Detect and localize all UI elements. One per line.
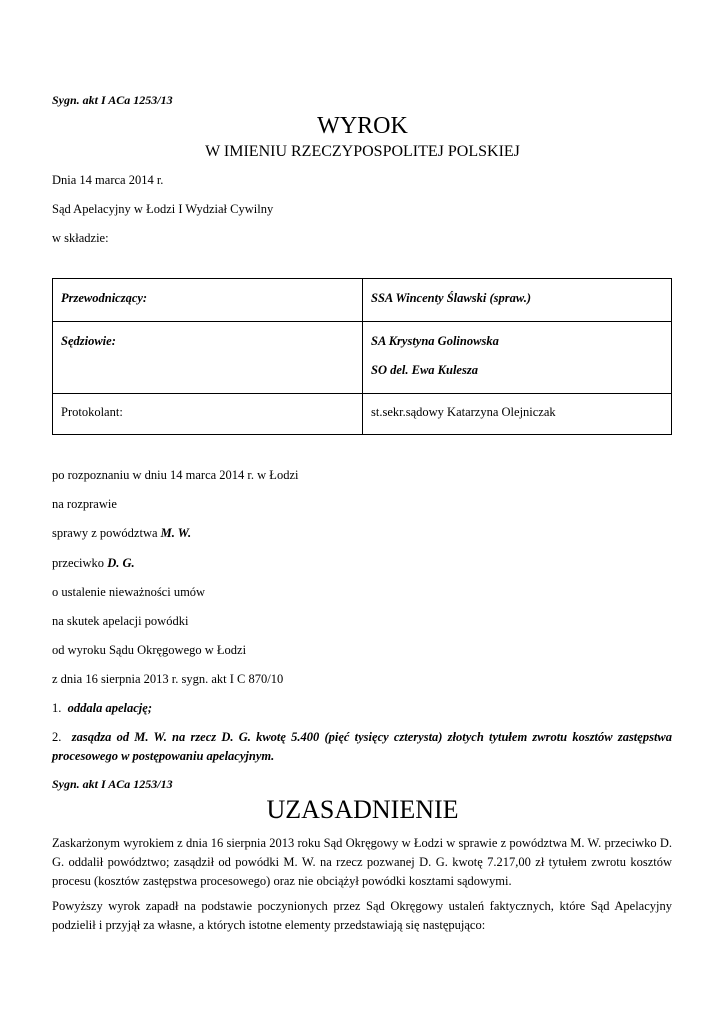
judgment-subtitle: W IMIENIU RZECZYPOSPOLITEJ POLSKIEJ [205,143,520,160]
proceedings-line-4 [52,556,135,571]
proceedings-line-2: na rozprawie [52,497,117,511]
ruling-2-text: zasądza od M. W. na rzecz D. G. kwotę 5.400 (pięć tysięcy czterysta) złotych tytułem zwrotu kosztów zastępstwa procesowego w postępowaniu apelacyjnym. [52,730,673,763]
case-signature-top: Sygn. akt I ACa 1253/13 [52,93,173,107]
court-name: Sąd Apelacyjny w Łodzi I Wydział Cywilny [52,202,274,216]
plaintiff-prefix: sprawy z powództwa [52,526,161,540]
justification-title: UZASADNIENIE [266,795,459,824]
proceedings-line-3 [52,526,191,541]
proceedings-line-7: od wyroku Sądu Okręgowego w Łodzi [52,643,247,657]
case-signature-justification: Sygn. akt I ACa 1253/13 [52,777,173,791]
clerk-label: Protokolant: [61,405,123,419]
ruling-2 [52,728,672,766]
judgment-title: WYROK [317,113,408,139]
defendant-prefix: przeciwko [52,556,108,570]
ruling-1-number: 1. [52,701,62,715]
judge-name-2: SO del. Ewa Kulesza [371,363,478,377]
judges-label: Sędziowie: [61,334,116,348]
presiding-judge-name: SSA Wincenty Ślawski (spraw.) [371,291,531,305]
clerk-name: st.sekr.sądowy Katarzyna Olejniczak [371,405,556,419]
table-divider-row2 [53,393,671,394]
ruling-2-number: 2. [52,730,62,744]
table-divider-row1 [53,321,671,322]
proceedings-line-5: o ustalenie nieważności umów [52,585,206,599]
proceedings-line-6: na skutek apelacji powódki [52,614,189,628]
judgment-date: Dnia 14 marca 2014 r. [52,173,164,187]
defendant-name: D. G. [107,556,135,570]
court-panel-table [52,278,672,435]
composition-label: w składzie: [52,231,109,245]
proceedings-line-1: po rozpoznaniu w dniu 14 marca 2014 r. w Łodzi [52,468,299,482]
presiding-judge-label: Przewodniczący: [61,291,148,305]
ruling-1-text: oddala apelację; [67,701,152,715]
ruling-1 [52,701,152,716]
justification-paragraph-1: Zaskarżonym wyrokiem z dnia 16 sierpnia 2013 roku Sąd Okręgowy w Łodzi w sprawie z powództwa M. W. przeciwko D. G. oddalił powództwo; zasądził od powódki M. W. na rzecz pozwanej D. G. kwotę 7.217,00 zł tytułem zwrotu kosztów procesu (kosztów zastępstwa procesowego) oraz nie obciążył powódki kosztami sądowymi. [52,836,672,888]
table-divider-vertical [362,279,363,434]
plaintiff-name: M. W. [160,526,192,540]
proceedings-line-8: z dnia 16 sierpnia 2013 r. sygn. akt I C 870/10 [52,672,284,686]
judge-name-1: SA Krystyna Golinowska [371,334,499,348]
justification-paragraph-2: Powyższy wyrok zapadł na podstawie poczynionych przez Sąd Okręgowy ustaleń faktycznych, które Sąd Apelacyjny podzielił i przyjął za własne, a których istotne elementy przedstawiają się następująco: [52,899,672,932]
